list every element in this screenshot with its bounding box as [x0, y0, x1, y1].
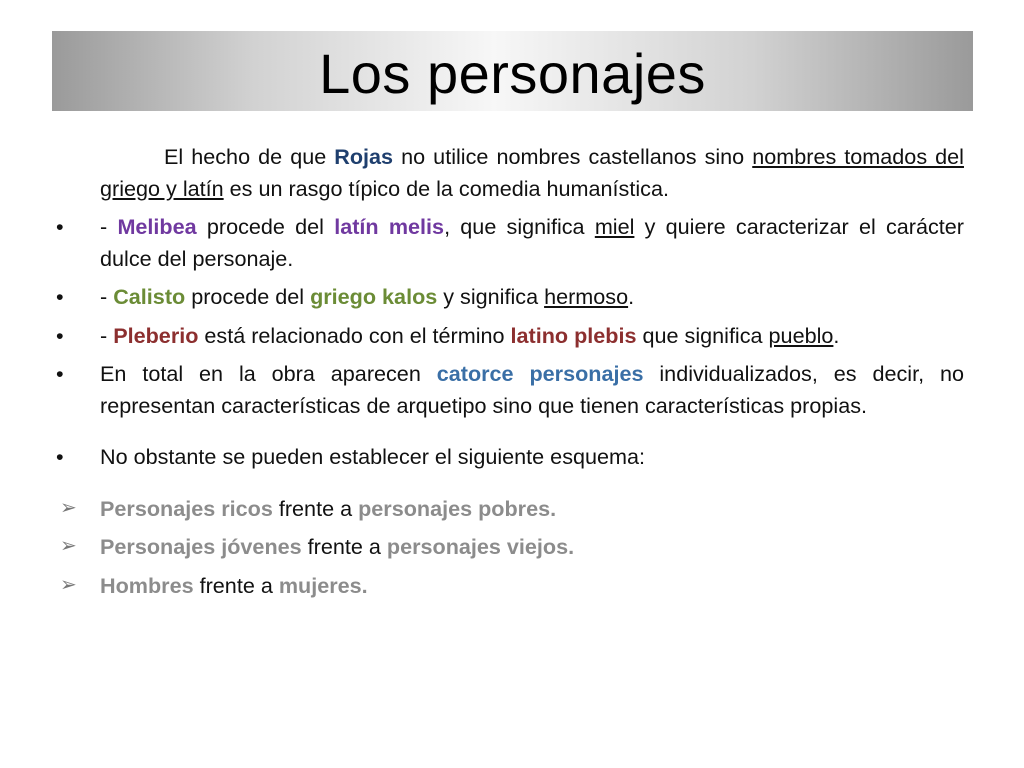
melibea-origin: latín melis	[334, 214, 445, 239]
bullet-text: y quiere caracterizar el carácter dulce del personaje.	[100, 214, 965, 271]
calisto-origin: griego kalos	[310, 284, 438, 309]
contrast-a: Hombres	[100, 572, 194, 598]
bullet-text: procede del	[185, 284, 311, 309]
contrast-item	[52, 531, 964, 563]
catorce-personajes: catorce personajes	[436, 361, 644, 386]
pleberio-origin: latino plebis	[510, 322, 637, 348]
bullet-text: está relacionado con el término	[198, 322, 511, 348]
bullet-dot: •	[56, 444, 64, 469]
bullet-dot: •	[56, 284, 64, 309]
bullet-calisto	[52, 281, 964, 313]
bullet-text: y significa	[437, 284, 545, 309]
bullet-text: , que significa	[444, 214, 595, 239]
intro-paragraph	[52, 141, 964, 204]
bullet-text: En total en la obra aparecen	[100, 361, 437, 386]
bullet-dot: •	[56, 322, 64, 348]
contrast-b: personajes pobres.	[358, 495, 557, 521]
melibea-name: Melibea	[117, 214, 197, 239]
arrow-bullet-icon: ➢	[60, 496, 77, 519]
bullet-total	[52, 358, 964, 421]
bullet-esquema	[52, 441, 964, 473]
calisto-name: Calisto	[113, 284, 186, 309]
bullet-dot: •	[56, 361, 64, 386]
contrast-mid: frente a	[193, 572, 279, 598]
arrow-bullet-icon: ➢	[60, 535, 77, 557]
bullet-text: procede del	[196, 214, 335, 239]
bullet-text: .	[628, 284, 635, 309]
bullet-text: -	[100, 284, 114, 309]
bullet-text: -	[100, 322, 114, 348]
bullet-text: .	[833, 322, 840, 348]
title-bar	[52, 31, 973, 111]
intro-text: El hecho de que	[164, 144, 335, 169]
contrast-b: personajes viejos.	[386, 534, 575, 559]
bullet-melibea	[52, 211, 964, 274]
pleberio-meaning: pueblo	[768, 322, 834, 348]
contrast-b: mujeres.	[278, 572, 368, 598]
pleberio-name: Pleberio	[113, 322, 199, 348]
contrast-a: Personajes jóvenes	[100, 534, 302, 559]
bullet-text: No obstante se pueden establecer el siguiente esquema:	[100, 444, 646, 469]
contrast-mid: frente a	[301, 534, 387, 559]
calisto-meaning: hermoso	[544, 284, 629, 309]
bullet-text: que significa	[636, 322, 769, 348]
bullet-dot: •	[56, 214, 64, 239]
contrast-item	[52, 493, 964, 525]
contrast-mid: frente a	[272, 495, 359, 521]
melibea-meaning: miel	[594, 214, 635, 239]
contrast-a: Personajes ricos	[100, 495, 273, 521]
slide-content	[52, 141, 964, 608]
rojas-name: Rojas	[334, 144, 394, 169]
intro-text: no utilice nombres castellanos sino	[393, 144, 753, 169]
intro-text: es un rasgo típico de la comedia humanística.	[223, 175, 669, 201]
nombres-tomados-phrase: nombres tomados del griego y latín	[100, 144, 964, 201]
contrast-item	[52, 570, 964, 602]
bullet-text: -	[100, 214, 118, 239]
bullet-pleberio	[52, 320, 964, 352]
slide-title: Los personajes	[319, 42, 706, 105]
arrow-bullet-icon: ➢	[60, 573, 77, 596]
bullet-text: individualizados, es decir, no representan características de arquetipo sino que tienen características propias.	[100, 361, 964, 418]
